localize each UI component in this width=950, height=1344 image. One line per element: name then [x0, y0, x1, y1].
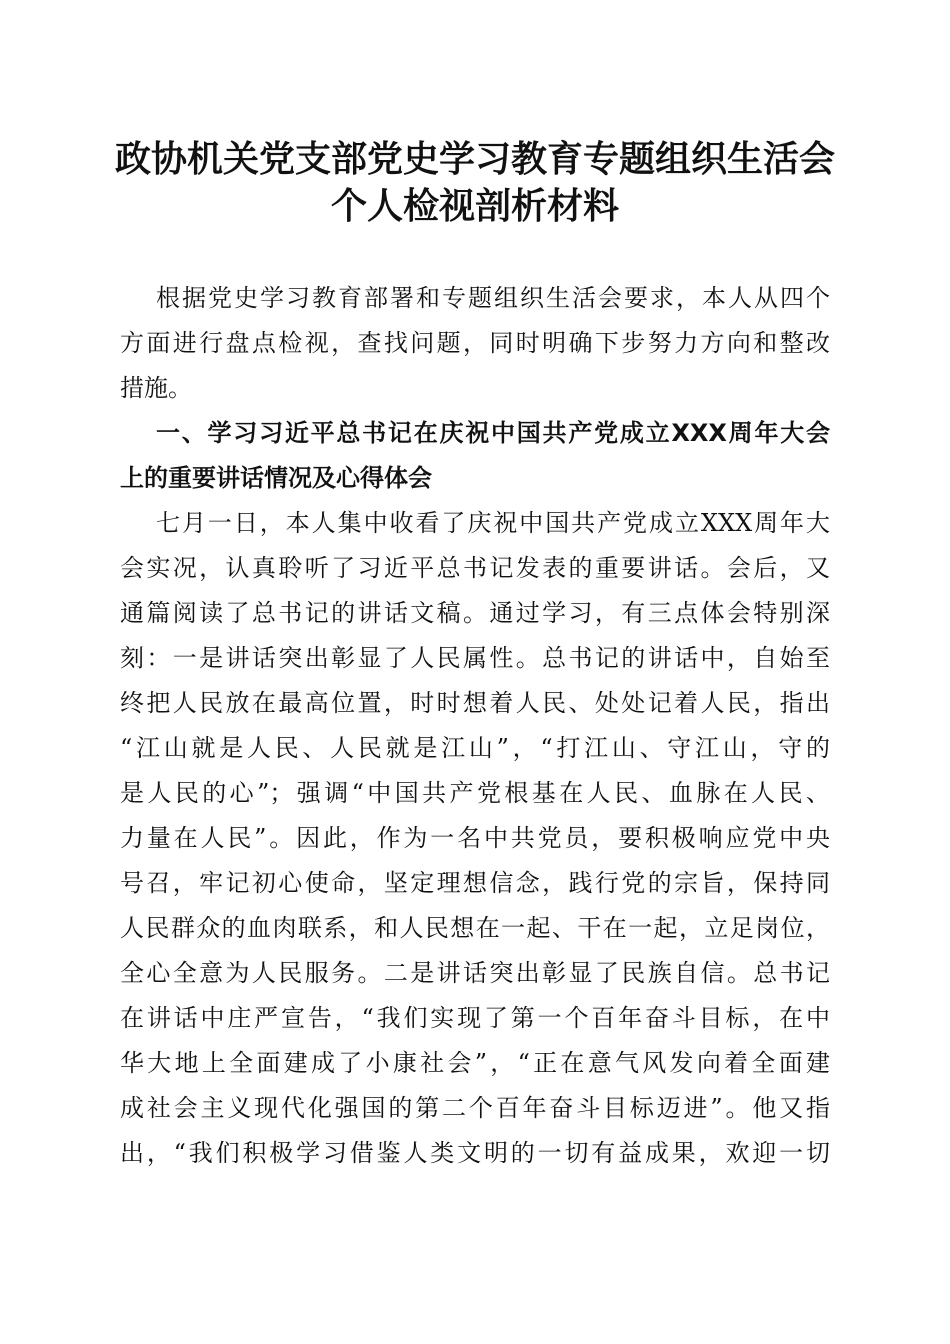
paragraph-line: 全心全意为人民服务。二是讲话突出彰显了民族自信。总书记	[120, 959, 830, 987]
paragraph-line: 是人民的心”；强调“中国共产党根基在人民、血脉在人民、	[120, 779, 830, 807]
paragraph-line: 根据党史学习教育部署和专题组织生活会要求，本人从四个	[156, 284, 830, 312]
paragraph-line: 刻：一是讲话突出彰显了人民属性。总书记的讲话中，自始至	[120, 644, 830, 672]
paragraph-line: 方面进行盘点检视，查找问题，同时明确下步努力方向和整改	[120, 329, 830, 357]
paragraph-line: 力量在人民”。因此，作为一名中共党员，要积极响应党中央	[120, 824, 830, 852]
paragraph-line: 通篇阅读了总书记的讲话文稿。通过学习，有三点体会特别深	[120, 599, 830, 627]
document-title-line-2: 个人检视剖析材料	[330, 186, 619, 227]
section-heading-line: 一、学习习近平总书记在庆祝中国共产党成立XXX周年大会	[156, 419, 830, 447]
paragraph-line: 出，“我们积极学习借鉴人类文明的一切有益成果，欢迎一切	[120, 1139, 830, 1167]
document-body	[120, 276, 830, 1176]
paragraph-line: 会实况，认真聆听了习近平总书记发表的重要讲话。会后，又	[120, 554, 830, 582]
section-heading-line: 上的重要讲话情况及心得体会	[120, 464, 432, 492]
paragraph-line: 措施。	[120, 374, 192, 402]
paragraph-line: 七月一日，本人集中收看了庆祝中国共产党成立XXX周年大	[156, 509, 830, 537]
paragraph-line: 在讲话中庄严宣告，“我们实现了第一个百年奋斗目标，在中	[120, 1004, 830, 1032]
paragraph-line: 号召，牢记初心使命，坚定理想信念，践行党的宗旨，保持同	[120, 869, 830, 897]
paragraph-line: 成社会主义现代化强国的第二个百年奋斗目标迈进”。他又指	[120, 1094, 830, 1122]
paragraph-line: 华大地上全面建成了小康社会”，“正在意气风发向着全面建	[120, 1049, 830, 1077]
paragraph-line: “江山就是人民、人民就是江山”，“打江山、守江山，守的	[120, 734, 830, 762]
paragraph-line: 人民群众的血肉联系，和人民想在一起、干在一起，立足岗位，	[120, 914, 830, 942]
paragraph-line: 终把人民放在最高位置，时时想着人民、处处记着人民，指出	[120, 689, 830, 717]
document-title-line-1: 政协机关党支部党史学习教育专题组织生活会	[114, 139, 835, 180]
